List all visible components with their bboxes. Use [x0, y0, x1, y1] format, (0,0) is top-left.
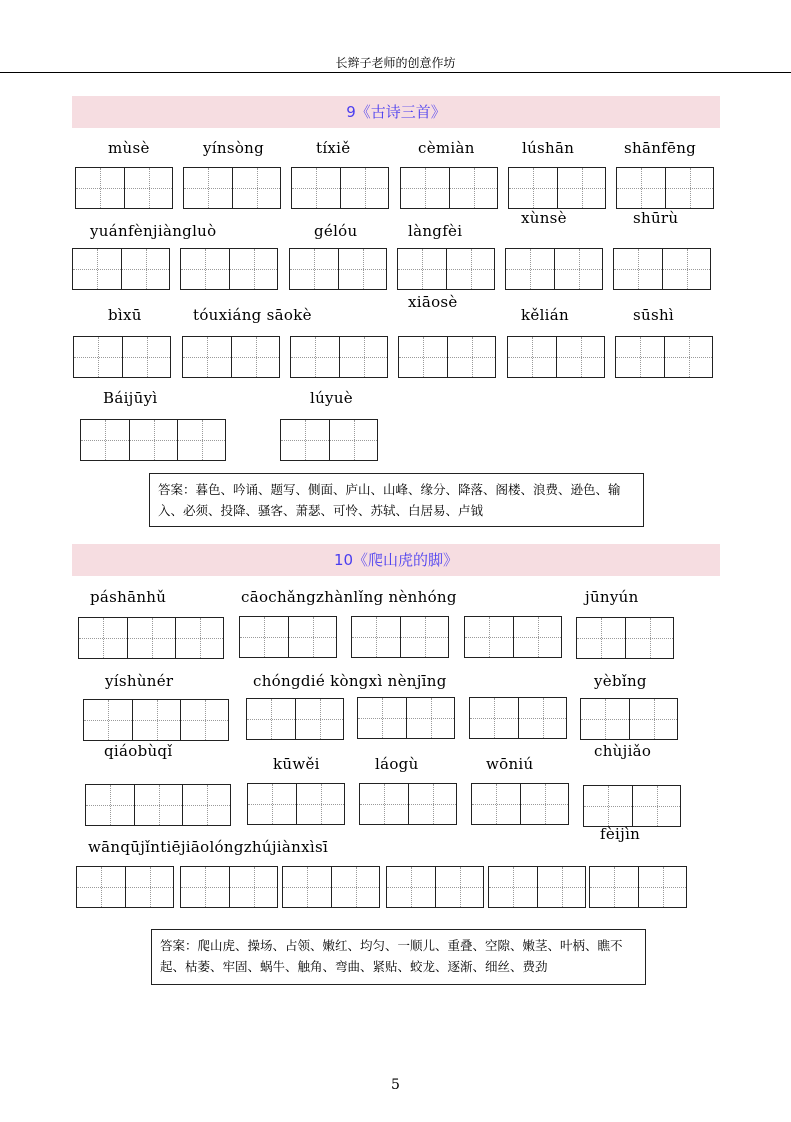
writing-grid-2[interactable]	[183, 167, 281, 209]
pinyin-label: mùsè	[108, 139, 150, 157]
pinyin-label: shūrù	[633, 209, 679, 227]
writing-grid-2[interactable]	[73, 336, 171, 378]
writing-grid-2[interactable]	[469, 697, 567, 739]
pinyin-label: chùjiǎo	[594, 742, 652, 760]
pinyin-label: yíshùnér	[105, 672, 174, 690]
writing-grid-3[interactable]	[83, 699, 229, 741]
pinyin-label: Báijūyì	[103, 389, 158, 407]
writing-grid-2[interactable]	[76, 866, 174, 908]
writing-grid-2[interactable]	[613, 248, 711, 290]
pinyin-label: sūshì	[633, 306, 675, 324]
writing-grid-2[interactable]	[75, 167, 173, 209]
writing-grid-3[interactable]	[78, 617, 224, 659]
writing-grid-3[interactable]	[80, 419, 226, 461]
pinyin-label: páshānhǔ	[90, 588, 167, 606]
writing-grid-2[interactable]	[291, 167, 389, 209]
pinyin-label: yuánfènjiàngluò	[90, 222, 217, 240]
pinyin-label: wānqūjǐntiējiāolóngzhújiànxìsī	[88, 838, 329, 856]
pinyin-label: fèijìn	[600, 825, 641, 843]
pinyin-label: gélóu	[314, 222, 358, 240]
writing-grid-2[interactable]	[182, 336, 280, 378]
writing-grid-2[interactable]	[398, 336, 496, 378]
writing-grid-2[interactable]	[180, 248, 278, 290]
writing-grid-2[interactable]	[583, 785, 681, 827]
pinyin-label: làngfèi	[408, 222, 463, 240]
writing-grid-2[interactable]	[488, 866, 586, 908]
pinyin-label: yínsòng	[203, 139, 265, 157]
writing-grid-2[interactable]	[247, 783, 345, 825]
pinyin-label: kūwěi	[273, 755, 320, 773]
writing-grid-2[interactable]	[351, 616, 449, 658]
writing-grid-2[interactable]	[589, 866, 687, 908]
writing-grid-2[interactable]	[508, 167, 606, 209]
writing-grid-2[interactable]	[289, 248, 387, 290]
writing-grid-2[interactable]	[280, 419, 378, 461]
answer-box-9: 答案：暮色、吟诵、题写、侧面、庐山、山峰、缘分、降落、阁楼、浪费、逊色、输入、必须、投降、骚客、萧瑟、可怜、苏轼、白居易、卢钺	[149, 473, 644, 527]
pinyin-label: yèbǐng	[594, 672, 647, 690]
writing-grid-2[interactable]	[615, 336, 713, 378]
writing-grid-2[interactable]	[580, 698, 678, 740]
pinyin-label: lúyuè	[310, 389, 353, 407]
writing-grid-3[interactable]	[85, 784, 231, 826]
writing-grid-2[interactable]	[357, 697, 455, 739]
writing-grid-2[interactable]	[180, 866, 278, 908]
writing-grid-2[interactable]	[507, 336, 605, 378]
writing-grid-2[interactable]	[576, 617, 674, 659]
pinyin-label: láogù	[375, 755, 419, 773]
writing-grid-2[interactable]	[616, 167, 714, 209]
page-number: 5	[391, 1077, 400, 1093]
pinyin-label: tíxiě	[316, 139, 351, 157]
writing-grid-2[interactable]	[397, 248, 495, 290]
writing-grid-2[interactable]	[400, 167, 498, 209]
pinyin-label: bìxū	[108, 306, 142, 324]
pinyin-label: lúshān	[522, 139, 575, 157]
writing-grid-2[interactable]	[72, 248, 170, 290]
writing-grid-2[interactable]	[471, 783, 569, 825]
pinyin-label: jūnyún	[585, 588, 639, 606]
answer-box-10: 答案：爬山虎、操场、占领、嫩红、均匀、一顺儿、重叠、空隙、嫩茎、叶柄、瞧不起、枯萎、牢固、蜗牛、触角、弯曲、紧贴、蛟龙、逐渐、细丝、费劲	[151, 929, 646, 985]
writing-grid-2[interactable]	[239, 616, 337, 658]
page-header-title: 长辫子老师的创意作坊	[335, 56, 456, 70]
writing-grid-2[interactable]	[359, 783, 457, 825]
pinyin-label: shānfēng	[624, 139, 697, 157]
pinyin-label: kělián	[521, 306, 569, 324]
pinyin-label: xiāosè	[408, 293, 458, 311]
pinyin-label: chóngdié kòngxì nènjīng	[253, 672, 447, 690]
pinyin-label: xùnsè	[521, 209, 567, 227]
writing-grid-2[interactable]	[464, 616, 562, 658]
section-10-title: 10《爬山虎的脚》	[72, 544, 720, 576]
writing-grid-2[interactable]	[290, 336, 388, 378]
writing-grid-2[interactable]	[505, 248, 603, 290]
writing-grid-2[interactable]	[246, 698, 344, 740]
section-9-title: 9《古诗三首》	[72, 96, 720, 128]
pinyin-label: qiáobùqǐ	[104, 742, 173, 760]
header-divider	[0, 72, 791, 73]
writing-grid-2[interactable]	[282, 866, 380, 908]
pinyin-label: tóuxiáng sāokè	[193, 306, 312, 324]
writing-grid-2[interactable]	[386, 866, 484, 908]
pinyin-label: cāochǎngzhànlǐng nènhóng	[241, 588, 457, 606]
pinyin-label: cèmiàn	[418, 139, 475, 157]
pinyin-label: wōniú	[486, 755, 534, 773]
